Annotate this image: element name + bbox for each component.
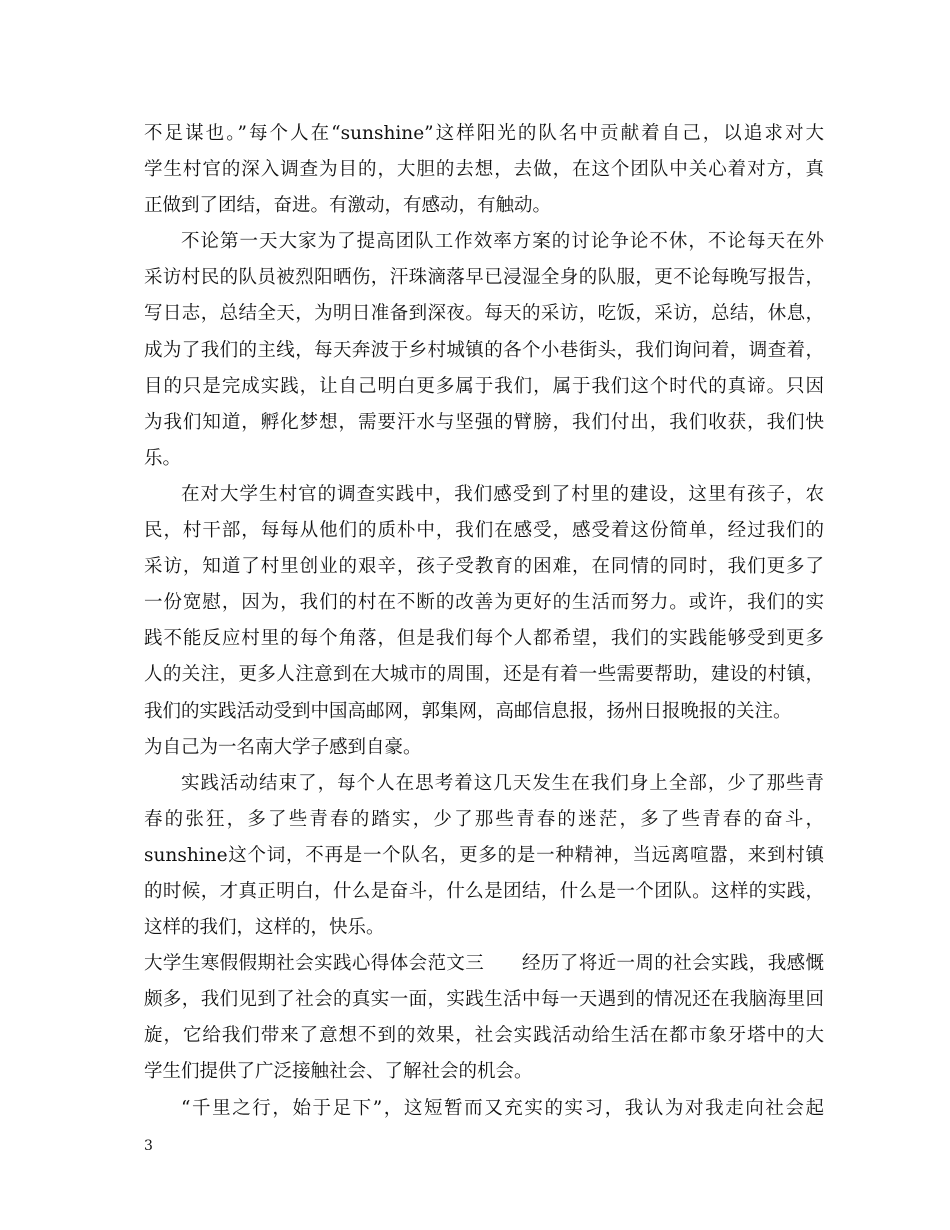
text-line: 这样的我们，这样的，快乐。: [144, 917, 385, 939]
body-text: [144, 116, 824, 1127]
text-line: 一份宽慰，因为，我们的村在不断的改善为更好的生活而努力。或许，我们的实: [144, 592, 824, 614]
text-line: 学生村官的深入调查为目的，大胆的去想，去做，在这个团队中关心着对方，真: [144, 159, 824, 181]
text-line: 民，村干部，每每从他们的质朴中，我们在感受，感受着这份简单，经过我们的: [144, 520, 824, 542]
text-line: 旋，它给我们带来了意想不到的效果，社会实践活动给生活在都市象牙塔中的大: [144, 1025, 824, 1047]
text-line: 春的张狂，多了些青春的踏实，少了那些青春的迷茫，多了些青春的奋斗，: [144, 808, 824, 830]
text-line: 写日志，总结全天，为明日准备到深夜。每天的采访，吃饭，采访，总结，休息，: [144, 303, 824, 325]
text-line: 践不能反应村里的每个角落，但是我们每个人都希望，我们的实践能够受到更多: [144, 628, 824, 650]
text-line: 不足谋也。”每个人在“sunshine”这样阳光的队名中贡献着自己，以追求对大: [144, 123, 824, 144]
text-line: 为自己为一名南大学子感到自豪。: [144, 736, 422, 758]
text-line: sunshine这个词，不再是一个队名，更多的是一种精神，当远离喧嚣，来到村镇: [144, 844, 824, 866]
text-line: 我们的实践活动受到中国高邮网，郭集网，高邮信息报，扬州日报晚报的关注。: [144, 700, 792, 722]
paragraph-first-line: 在对大学生村官的调查实践中，我们感受到了村里的建设，这里有孩子，农: [181, 483, 824, 505]
text-line: 学生们提供了广泛接触社会、了解社会的机会。: [144, 1061, 533, 1083]
text-line: 目的只是完成实践，让自己明白更多属于我们，属于我们这个时代的真谛。只因: [144, 375, 824, 397]
text-line: 采访，知道了村里创业的艰辛，孩子受教育的困难，在同情的同时，我们更多了: [144, 556, 824, 578]
text-line: 的时候，才真正明白，什么是奋斗，什么是团结，什么是一个团队。这样的实践，: [144, 880, 824, 902]
paragraph-first-line: 不论第一天大家为了提高团队工作效率方案的讨论争论不休，不论每天在外: [181, 231, 824, 253]
text-line: 采访村民的队员被烈阳晒伤，汗珠滴落早已浸湿全身的队服，更不论每晚写报告，: [144, 267, 824, 289]
text-line: 为我们知道，孵化梦想，需要汗水与坚强的臂膀，我们付出，我们收获，我们快: [144, 411, 824, 433]
page-number: 3: [144, 1138, 153, 1154]
text-line: 颇多，我们见到了社会的真实一面，实践生活中每一天遇到的情况还在我脑海里回: [144, 989, 824, 1011]
paragraph-first-line: “千里之行，始于足下”，这短暂而又充实的实习，我认为对我走向社会起: [181, 1097, 824, 1119]
text-line: 乐。: [144, 447, 182, 469]
paragraph-first-line: 实践活动结束了，每个人在思考着这几天发生在我们身上全部，少了那些青: [181, 772, 824, 794]
section-heading-line: 大学生寒假假期社会实践心得体会范文三 经历了将近一周的社会实践，我感慨: [144, 953, 824, 975]
text-line: 成为了我们的主线，每天奔波于乡村城镇的各个小巷街头，我们询问着，调查着，: [144, 339, 824, 361]
text-line: 人的关注，更多人注意到在大城市的周围，还是有着一些需要帮助，建设的村镇，: [144, 664, 824, 686]
text-line: 正做到了团结，奋进。有激动，有感动，有触动。: [144, 195, 552, 217]
